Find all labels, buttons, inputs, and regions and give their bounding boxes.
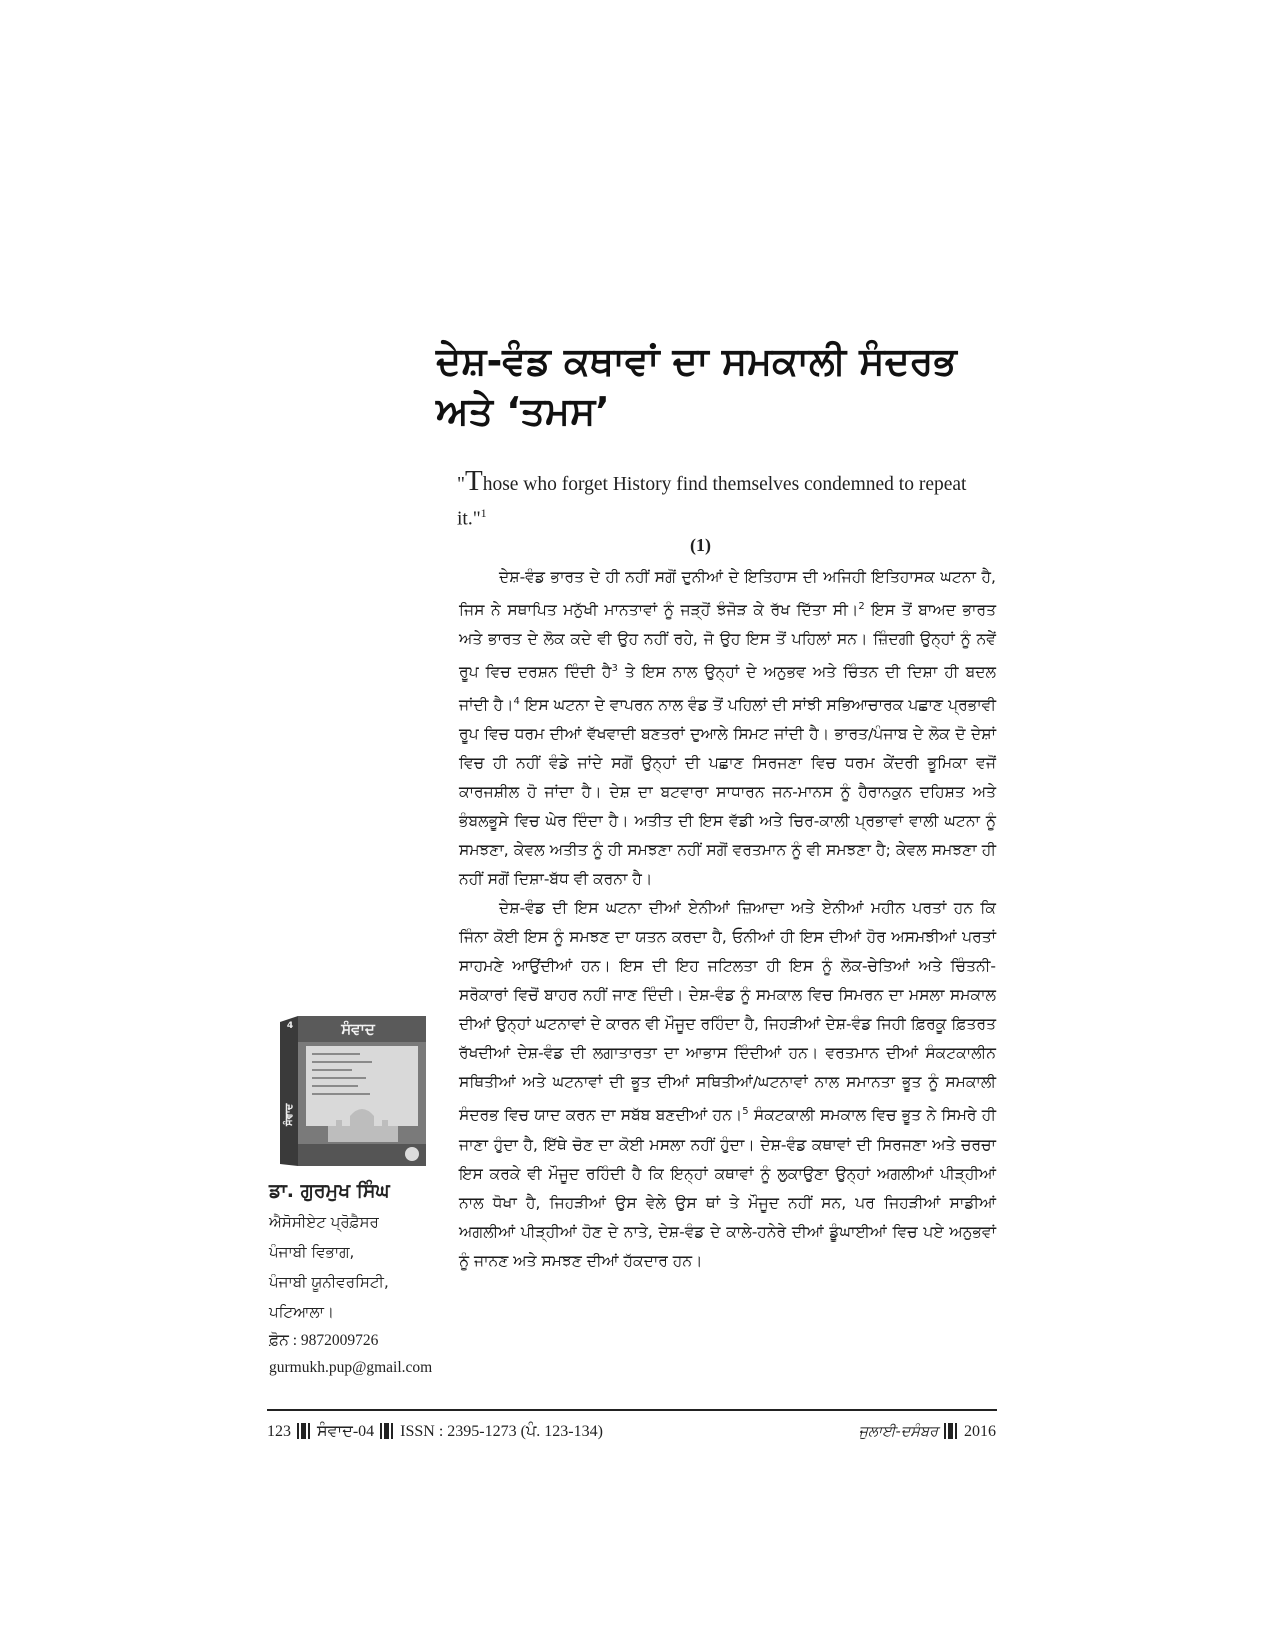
footnote-ref: 4 <box>513 696 520 708</box>
paragraph-text: ਦੇਸ਼-ਵੰਡ ਦੀ ਇਸ ਘਟਨਾ ਦੀਆਂ ਏਨੀਆਂ ਜ਼ਿਆਦਾ ਅਤੇ ਏਨੀਆਂ ਮਹੀਨ ਪਰਤਾਂ ਹਨ ਕਿ ਜਿੰਨਾ ਕੋਈ ਇਸ ਨੂੰ ਸਮਝਣ ਦਾ ਯਤਨ ਕਰਦਾ ਹੈ, ਓਨੀਆਂ ਹੀ ਇਸ ਦੀਆਂ ਹੋਰ ਅਸਮਝੀਆਂ ਪਰਤਾਂ ਸਾਹਮਣੇ ਆਉਂਦੀਆਂ ਹਨ। ਇਸ ਦੀ ਇਹ ਜਟਿਲਤਾ ਹੀ ਇਸ ਨੂੰ ਲੋਕ-ਚੇਤਿਆਂ ਅਤੇ ਚਿੰਤਨੀ-ਸਰੋਕਾਰਾਂ ਵਿਚੋਂ ਬਾਹਰ ਨਹੀਂ ਜਾਣ ਦਿੰਦੀ। ਦੇਸ਼-ਵੰਡ ਨੂੰ ਸਮਕਾਲ ਵਿਚ ਸਿਮਰਨ ਦਾ ਮਸਲਾ ਸਮਕਾਲ ਦੀਆਂ ਉਨ੍ਹਾਂ ਘਟਨਾਵਾਂ ਦੇ ਕਾਰਨ ਵੀ ਮੌਜੂਦ ਰਹਿੰਦਾ ਹੈ, ਜਿਹੜੀਆਂ ਦੇਸ਼-ਵੰਡ ਜਿਹੀ ਫ਼ਿਰਕੂ ਫ਼ਿਤਰਤ ਰੱਖਦੀਆਂ ਦੇਸ਼-ਵੰਡ ਦੀ ਲਗਾਤਾਰਤਾ ਦਾ ਆਭਾਸ ਦਿੰਦੀਆਂ ਹਨ। ਵਰਤਮਾਨ ਦੀਆਂ ਸੰਕਟਕਾਲੀਨ ਸਥਿਤੀਆਂ ਅਤੇ ਘਟਨਾਵਾਂ ਦੀ ਭੂਤ ਦੀਆਂ ਸਥਿਤੀਆਂ/ਘਟਨਾਵਾਂ ਨਾਲ ਸਮਾਨਤਾ ਭੂਤ ਨੂੰ ਸਮਕਾਲੀ ਸੰਦਰਭ ਵਿਚ ਯਾਦ ਕਰਨ ਦਾ ਸਬੱਬ ਬਣਦੀਆਂ ਹਨ। <box>459 899 996 1125</box>
author-phone-line <box>269 1327 449 1354</box>
separator-bars-icon <box>944 1423 958 1439</box>
journal-cover-image <box>280 1016 432 1168</box>
author-info <box>269 1175 449 1381</box>
paragraph-text: ਦੇਸ਼-ਵੰਡ ਭਾਰਤ ਦੇ ਹੀ ਨਹੀਂ ਸਗੋਂ ਦੁਨੀਆਂ ਦੇ ਇਤਿਹਾਸ ਦੀ ਅਜਿਹੀ ਇਤਿਹਾਸਕ ਘਟਨਾ ਹੈ, ਜਿਸ ਨੇ ਸਥਾਪਿਤ ਮਨੁੱਖੀ ਮਾਨਤਾਵਾਂ ਨੂੰ ਜੜ੍ਹੋਂ ਝੰਜੋੜ ਕੇ ਰੱਖ ਦਿੱਤਾ ਸੀ। <box>459 568 996 620</box>
paragraph-text: ਤੇ ਇਸ ਨਾਲ ਉਨ੍ਹਾਂ ਦੇ ਅਨੁਭਵ ਅਤੇ ਚਿੰਤਨ ਦੀ ਦਿਸ਼ਾ ਹੀ ਬਦਲ ਜਾਂਦੀ ਹੈ। <box>459 663 996 715</box>
paragraph-2 <box>459 894 996 1275</box>
cover-spine-text: ਸੰਵਾਦ <box>284 1103 295 1126</box>
footnote-ref: 2 <box>858 601 865 612</box>
author-name: ਡਾ. ਗੁਰਮੁਖ ਸਿੰਘ <box>269 1180 390 1202</box>
author-email: gurmukh.pup@gmail.com <box>269 1359 433 1376</box>
issue-months: ਜੁਲਾਈ-ਦਸੰਬਰ <box>858 1424 938 1440</box>
footer-divider <box>267 1409 997 1411</box>
paragraph-text: ਇਸ ਤੋਂ ਬਾਅਦ ਭਾਰਤ ਅਤੇ ਭਾਰਤ ਦੇ ਲੋਕ ਕਦੇ ਵੀ ਉਹ ਨਹੀਂ ਰਹੇ, ਜੋ ਉਹ ਇਸ ਤੋਂ ਪਹਿਲਾਂ ਸਨ। ਜ਼ਿੰਦਗੀ ਉਨ੍ਹਾਂ ਨੂੰ ਨਵੇਂ ਰੂਪ ਵਿਚ ਦਰਸ਼ਨ ਦਿੰਦੀ ਹੈ <box>459 601 996 682</box>
article-title <box>436 336 996 436</box>
epigraph-footnote-ref: 1 <box>480 506 487 520</box>
author-designation: ਐਸੋਸੀਏਟ ਪ੍ਰੋਫ਼ੈਸਰ <box>269 1213 379 1231</box>
section-number: (1) <box>690 535 711 555</box>
separator-bars-icon <box>297 1423 311 1439</box>
journal-issue: ਸੰਵਾਦ-04 <box>317 1423 375 1440</box>
article-body <box>459 563 996 1276</box>
epigraph-quote <box>457 465 992 534</box>
footnote-ref: 5 <box>742 1106 749 1118</box>
page-number: 123 <box>267 1423 291 1440</box>
epigraph-open-quote: " <box>457 474 465 495</box>
author-department: ਪੰਜਾਬੀ ਵਿਭਾਗ, <box>269 1243 355 1261</box>
author-university: ਪੰਜਾਬੀ ਯੂਨੀਵਰਸਿਟੀ, <box>269 1273 389 1291</box>
separator-bars-icon <box>380 1423 394 1439</box>
article-title-line-1: ਦੇਸ਼-ਵੰਡ ਕਥਾਵਾਂ ਦਾ ਸਮਕਾਲੀ ਸੰਦਰਭ <box>436 339 957 383</box>
article-title-line-2: ਅਤੇ ‘ਤਮਸ’ <box>436 389 610 433</box>
issue-year: 2016 <box>964 1423 996 1440</box>
phone-label: ਫ਼ੋਨ : <box>269 1332 298 1349</box>
cover-logo-text: ਸੰਵਾਦ <box>341 1020 375 1038</box>
epigraph-dropcap: T <box>464 465 483 497</box>
footer-left <box>267 1421 603 1443</box>
paragraph-text: ਇਸ ਘਟਨਾ ਦੇ ਵਾਪਰਨ ਨਾਲ ਵੰਡ ਤੋਂ ਪਹਿਲਾਂ ਦੀ ਸਾਂਝੀ ਸਭਿਆਚਾਰਕ ਪਛਾਣ ਪ੍ਰਭਾਵੀ ਰੂਪ ਵਿਚ ਧਰਮ ਦੀਆਂ ਵੱਖਵਾਦੀ ਬਣਤਰਾਂ ਦੁਆਲੇ ਸਿਮਟ ਜਾਂਦੀ ਹੈ। ਭਾਰਤ/ਪੰਜਾਬ ਦੇ ਲੋਕ ਦੋ ਦੇਸ਼ਾਂ ਵਿਚ ਹੀ ਨਹੀਂ ਵੰਡੇ ਜਾਂਦੇ ਸਗੋਂ ਉਨ੍ਹਾਂ ਦੀ ਪਛਾਣ ਸਿਰਜਣਾ ਵਿਚ ਧਰਮ ਕੇਂਦਰੀ ਭੂਮਿਕਾ ਵਜੋਂ ਕਾਰਜਸ਼ੀਲ ਹੋ ਜਾਂਦਾ ਹੈ। ਦੇਸ਼ ਦਾ ਬਟਵਾਰਾ ਸਾਧਾਰਨ ਜਨ-ਮਾਨਸ ਨੂੰ ਹੈਰਾਨਕੁਨ ਦਹਿਸ਼ਤ ਅਤੇ ਭੰਬਲਭੂਸੇ ਵਿਚ ਘੇਰ ਦਿੰਦਾ ਹੈ। ਅਤੀਤ ਦੀ ਇਸ ਵੱਡੀ ਅਤੇ ਚਿਰ-ਕਾਲੀ ਪ੍ਰਭਾਵਾਂ ਵਾਲੀ ਘਟਨਾ ਨੂੰ ਸਮਝਣਾ, ਕੇਵਲ ਅਤੀਤ ਨੂੰ ਹੀ ਸਮਝਣਾ ਨਹੀਂ ਸਗੋਂ ਵਰਤਮਾਨ ਨੂੰ ਵੀ ਸਮਝਣਾ ਹੈ; ਕੇਵਲ ਸਮਝਣਾ ਹੀ ਨਹੀਂ ਸਗੋਂ ਦਿਸ਼ਾ-ਬੱਧ ਵੀ ਕਰਨਾ ਹੈ। <box>459 696 997 889</box>
issn-info: ISSN : 2395-1273 (ਪੰ. 123-134) <box>400 1423 603 1440</box>
author-city: ਪਟਿਆਲਾ। <box>269 1303 334 1321</box>
epigraph-text: hose who forget History find themselves condemned to repeat it." <box>457 474 967 530</box>
paragraph-1 <box>459 563 996 894</box>
author-phone: 9872009726 <box>300 1332 379 1349</box>
footnote-ref: 3 <box>611 663 618 675</box>
cover-spine-number: 4 <box>286 1021 294 1031</box>
footer-right <box>859 1421 996 1443</box>
paragraph-text: ਸੰਕਟਕਾਲੀ ਸਮਕਾਲ ਵਿਚ ਭੂਤ ਨੇ ਸਿਮਰੇ ਹੀ ਜਾਣਾ ਹੁੰਦਾ ਹੈ, ਇੱਥੇ ਚੋਣ ਦਾ ਕੋਈ ਮਸਲਾ ਨਹੀਂ ਹੁੰਦਾ। ਦੇਸ਼-ਵੰਡ ਕਥਾਵਾਂ ਦੀ ਸਿਰਜਣਾ ਅਤੇ ਚਰਚਾ ਇਸ ਕਰਕੇ ਵੀ ਮੌਜੂਦ ਰਹਿੰਦੀ ਹੈ ਕਿ ਇਨ੍ਹਾਂ ਕਥਾਵਾਂ ਨੂੰ ਲੁਕਾਉਣਾ ਉਨ੍ਹਾਂ ਅਗਲੀਆਂ ਪੀੜ੍ਹੀਆਂ ਨਾਲ ਧੋਖਾ ਹੈ, ਜਿਹੜੀਆਂ ਉਸ ਵੇਲੇ ਉਸ ਥਾਂ ਤੇ ਮੌਜੂਦ ਨਹੀਂ ਸਨ, ਪਰ ਜਿਹੜੀਆਂ ਸਾਡੀਆਂ ਅਗਲੀਆਂ ਪੀੜ੍ਹੀਆਂ ਹੋਣ ਦੇ ਨਾਤੇ, ਦੇਸ਼-ਵੰਡ ਦੇ ਕਾਲੇ-ਹਨੇਰੇ ਦੀਆਂ ਡੂੰਘਾਈਆਂ ਵਿਚ ਪਏ ਅਨੁਭਵਾਂ ਨੂੰ ਜਾਨਣ ਅਤੇ ਸਮਝਣ ਦੀਆਂ ਹੱਕਦਾਰ ਹਨ। <box>459 1106 996 1270</box>
